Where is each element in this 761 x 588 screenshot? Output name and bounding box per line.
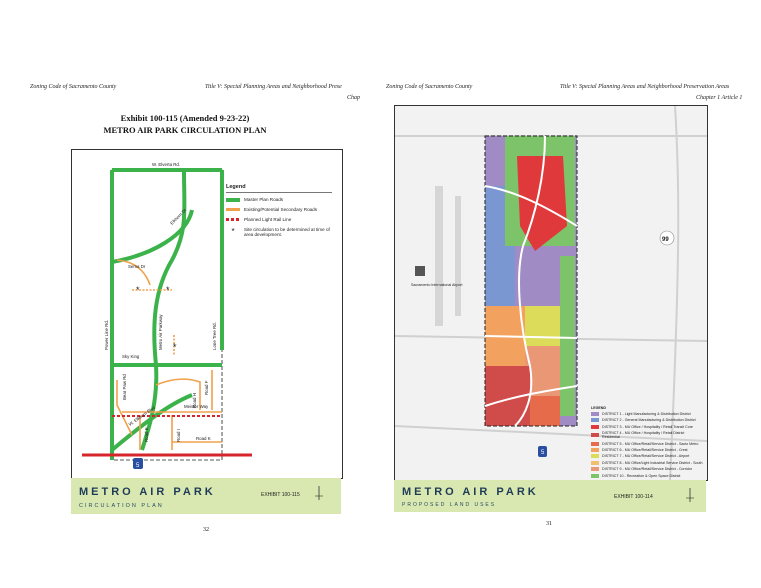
asterisk-2: * bbox=[166, 285, 170, 295]
lu-label-6: DISTRICT 6 - MU Office/Retail/Service District - Crest bbox=[602, 447, 688, 452]
exhibit-title: Exhibit 100-115 (Amended 9-23-22) bbox=[120, 113, 250, 123]
lu-swatch-9 bbox=[591, 467, 599, 471]
land-use-legend-title: LEGEND bbox=[591, 406, 606, 410]
legend-label-secondary: Existing/Potential Secondary Roads bbox=[244, 207, 318, 212]
land-use-legend bbox=[591, 406, 703, 480]
left-header-right: Title V: Special Planning Areas and Neighborhood Prese bbox=[205, 84, 342, 90]
lu-swatch-3 bbox=[591, 425, 599, 429]
left-page-number: 32 bbox=[203, 527, 209, 533]
legend-swatch-rail bbox=[226, 218, 240, 221]
district-7-area bbox=[525, 306, 560, 346]
elkhorn-blvd-label: W. Elkhorn Blvd bbox=[127, 404, 156, 427]
lu-row-5 bbox=[591, 442, 703, 446]
lu-row-3 bbox=[591, 425, 703, 429]
lu-label-2: DISTRICT 2 - General Manufacturing & Distribution District bbox=[602, 418, 696, 423]
asterisk-3: * bbox=[173, 342, 177, 352]
legend-label-rail: Planned Light Rail Line bbox=[244, 217, 292, 222]
legend-asterisk-symbol: * bbox=[231, 227, 235, 236]
lu-swatch-8 bbox=[591, 461, 599, 465]
metro-air-label: Metro Air Parkway bbox=[158, 314, 163, 350]
airport-runway-1 bbox=[435, 186, 443, 326]
lu-row-6 bbox=[591, 448, 703, 452]
left-header-left: Zoning Code of Sacramento County bbox=[30, 84, 117, 90]
left-banner bbox=[71, 478, 341, 514]
lu-row-8 bbox=[591, 461, 703, 465]
circulation-map-frame bbox=[71, 149, 343, 479]
lu-label-1: DISTRICT 1 - Light Manufacturing & Distribution District bbox=[602, 412, 691, 416]
sky-king-label: Sky King bbox=[122, 354, 140, 359]
lu-swatch-6 bbox=[591, 448, 599, 452]
legend-swatch-secondary bbox=[226, 208, 240, 211]
right-header-left: Zoning Code of Sacramento County bbox=[386, 84, 473, 90]
lu-swatch-4 bbox=[591, 433, 599, 437]
right-page bbox=[380, 0, 761, 588]
left-banner-exhibit: EXHIBIT 100-115 bbox=[261, 492, 300, 498]
elverta-label: W. Elverta Rd. bbox=[152, 162, 181, 167]
legend-row-asterisk bbox=[226, 227, 332, 237]
right-banner bbox=[394, 480, 706, 512]
road-h-label: Road H bbox=[192, 393, 197, 408]
right-page-number: 31 bbox=[546, 521, 552, 527]
lu-row-2 bbox=[591, 418, 703, 422]
meister-label: Meister Way bbox=[184, 404, 209, 409]
lone-tree-label: Lone Tree Rd. bbox=[212, 322, 217, 350]
lu-swatch-7 bbox=[591, 454, 599, 458]
lu-row-4 bbox=[591, 431, 703, 439]
airport-label: Sacramento International Airport bbox=[411, 283, 463, 287]
legend-row-secondary bbox=[226, 207, 332, 212]
lu-row-10 bbox=[591, 474, 703, 478]
legend-label-master: Master Plan Roads bbox=[244, 197, 284, 202]
airport-icon bbox=[415, 266, 425, 276]
district-5-area bbox=[530, 396, 560, 426]
right-banner-title: METRO AIR PARK bbox=[402, 486, 539, 498]
legend-swatch-master bbox=[226, 198, 240, 202]
lu-label-7: DISTRICT 7 - MU Office/Retail/Service District - Airport bbox=[602, 454, 690, 459]
lu-row-7 bbox=[591, 454, 703, 458]
lu-label-10: DISTRICT 10 - Recreation & Open Space District bbox=[602, 473, 681, 478]
lu-label-4: DISTRICT 4 - MU Office / Hospitality / Retail District Residential bbox=[602, 431, 685, 440]
plan-title: METRO AIR PARK CIRCULATION PLAN bbox=[103, 125, 267, 135]
sema-label: Sema Dr bbox=[128, 264, 146, 269]
lu-label-3: DISTRICT 3 - MU Office / Hospitality / Retail Transit Core bbox=[602, 424, 693, 429]
road-f-label: Road F bbox=[204, 380, 209, 395]
lu-swatch-1 bbox=[591, 412, 599, 416]
lu-swatch-5 bbox=[591, 442, 599, 446]
elkhorn-dr-label: Elkhorn Dr bbox=[169, 207, 188, 226]
left-header-chapter: Chap bbox=[347, 95, 361, 101]
airport-runway-2 bbox=[455, 196, 461, 316]
lu-label-5: DISTRICT 5 - MU Office/Retail/Service District - Sacto Metro bbox=[602, 441, 699, 446]
bear-paw-label: Bear Paw Rd bbox=[122, 374, 127, 400]
i5-shield-label: 5 bbox=[136, 463, 140, 469]
district-10-area-east bbox=[560, 256, 575, 416]
left-banner-title: METRO AIR PARK bbox=[79, 486, 216, 498]
road-i-label: Road I bbox=[176, 429, 181, 442]
legend-row-master bbox=[226, 197, 332, 202]
lu-swatch-10 bbox=[591, 474, 599, 478]
legend-label-asterisk: Site circulation to be determined at time of area development. bbox=[244, 227, 330, 237]
left-banner-subtitle: CIRCULATION PLAN bbox=[79, 503, 164, 509]
right-header-right: Title V: Special Planning Areas and Neighborhood Preservation Areas bbox=[560, 84, 730, 90]
legend-title: Legend bbox=[226, 184, 332, 193]
lu-label-9: DISTRICT 9 - MU Office/Retail/Service District - Corridor bbox=[602, 467, 692, 472]
legend-row-rail bbox=[226, 217, 332, 222]
left-page bbox=[0, 0, 370, 588]
asterisk-1: * bbox=[136, 285, 140, 295]
right-banner-exhibit: EXHIBIT 100-114 bbox=[614, 494, 653, 500]
i5-shield-right-label: 5 bbox=[541, 450, 545, 456]
lu-row-9 bbox=[591, 467, 703, 471]
lu-swatch-2 bbox=[591, 418, 599, 422]
road-k-label: Road K bbox=[196, 436, 211, 441]
right-banner-subtitle: PROPOSED LAND USES bbox=[402, 502, 497, 508]
land-use-map-frame bbox=[394, 105, 708, 481]
north-arrow-icon-right bbox=[684, 486, 696, 504]
lu-label-8: DISTRICT 8 - MU Office/Light Industrial Service District - South bbox=[602, 460, 703, 465]
power-line-label: Power Line Rd. bbox=[104, 319, 109, 350]
north-arrow-icon bbox=[313, 484, 325, 502]
hwy99-label: 99 bbox=[662, 237, 669, 243]
circulation-legend bbox=[226, 184, 332, 242]
lu-row-1 bbox=[591, 412, 703, 416]
right-header-chapter: Chapter 1 Article 1 bbox=[696, 95, 743, 101]
road-e-label: Road E bbox=[144, 427, 149, 442]
